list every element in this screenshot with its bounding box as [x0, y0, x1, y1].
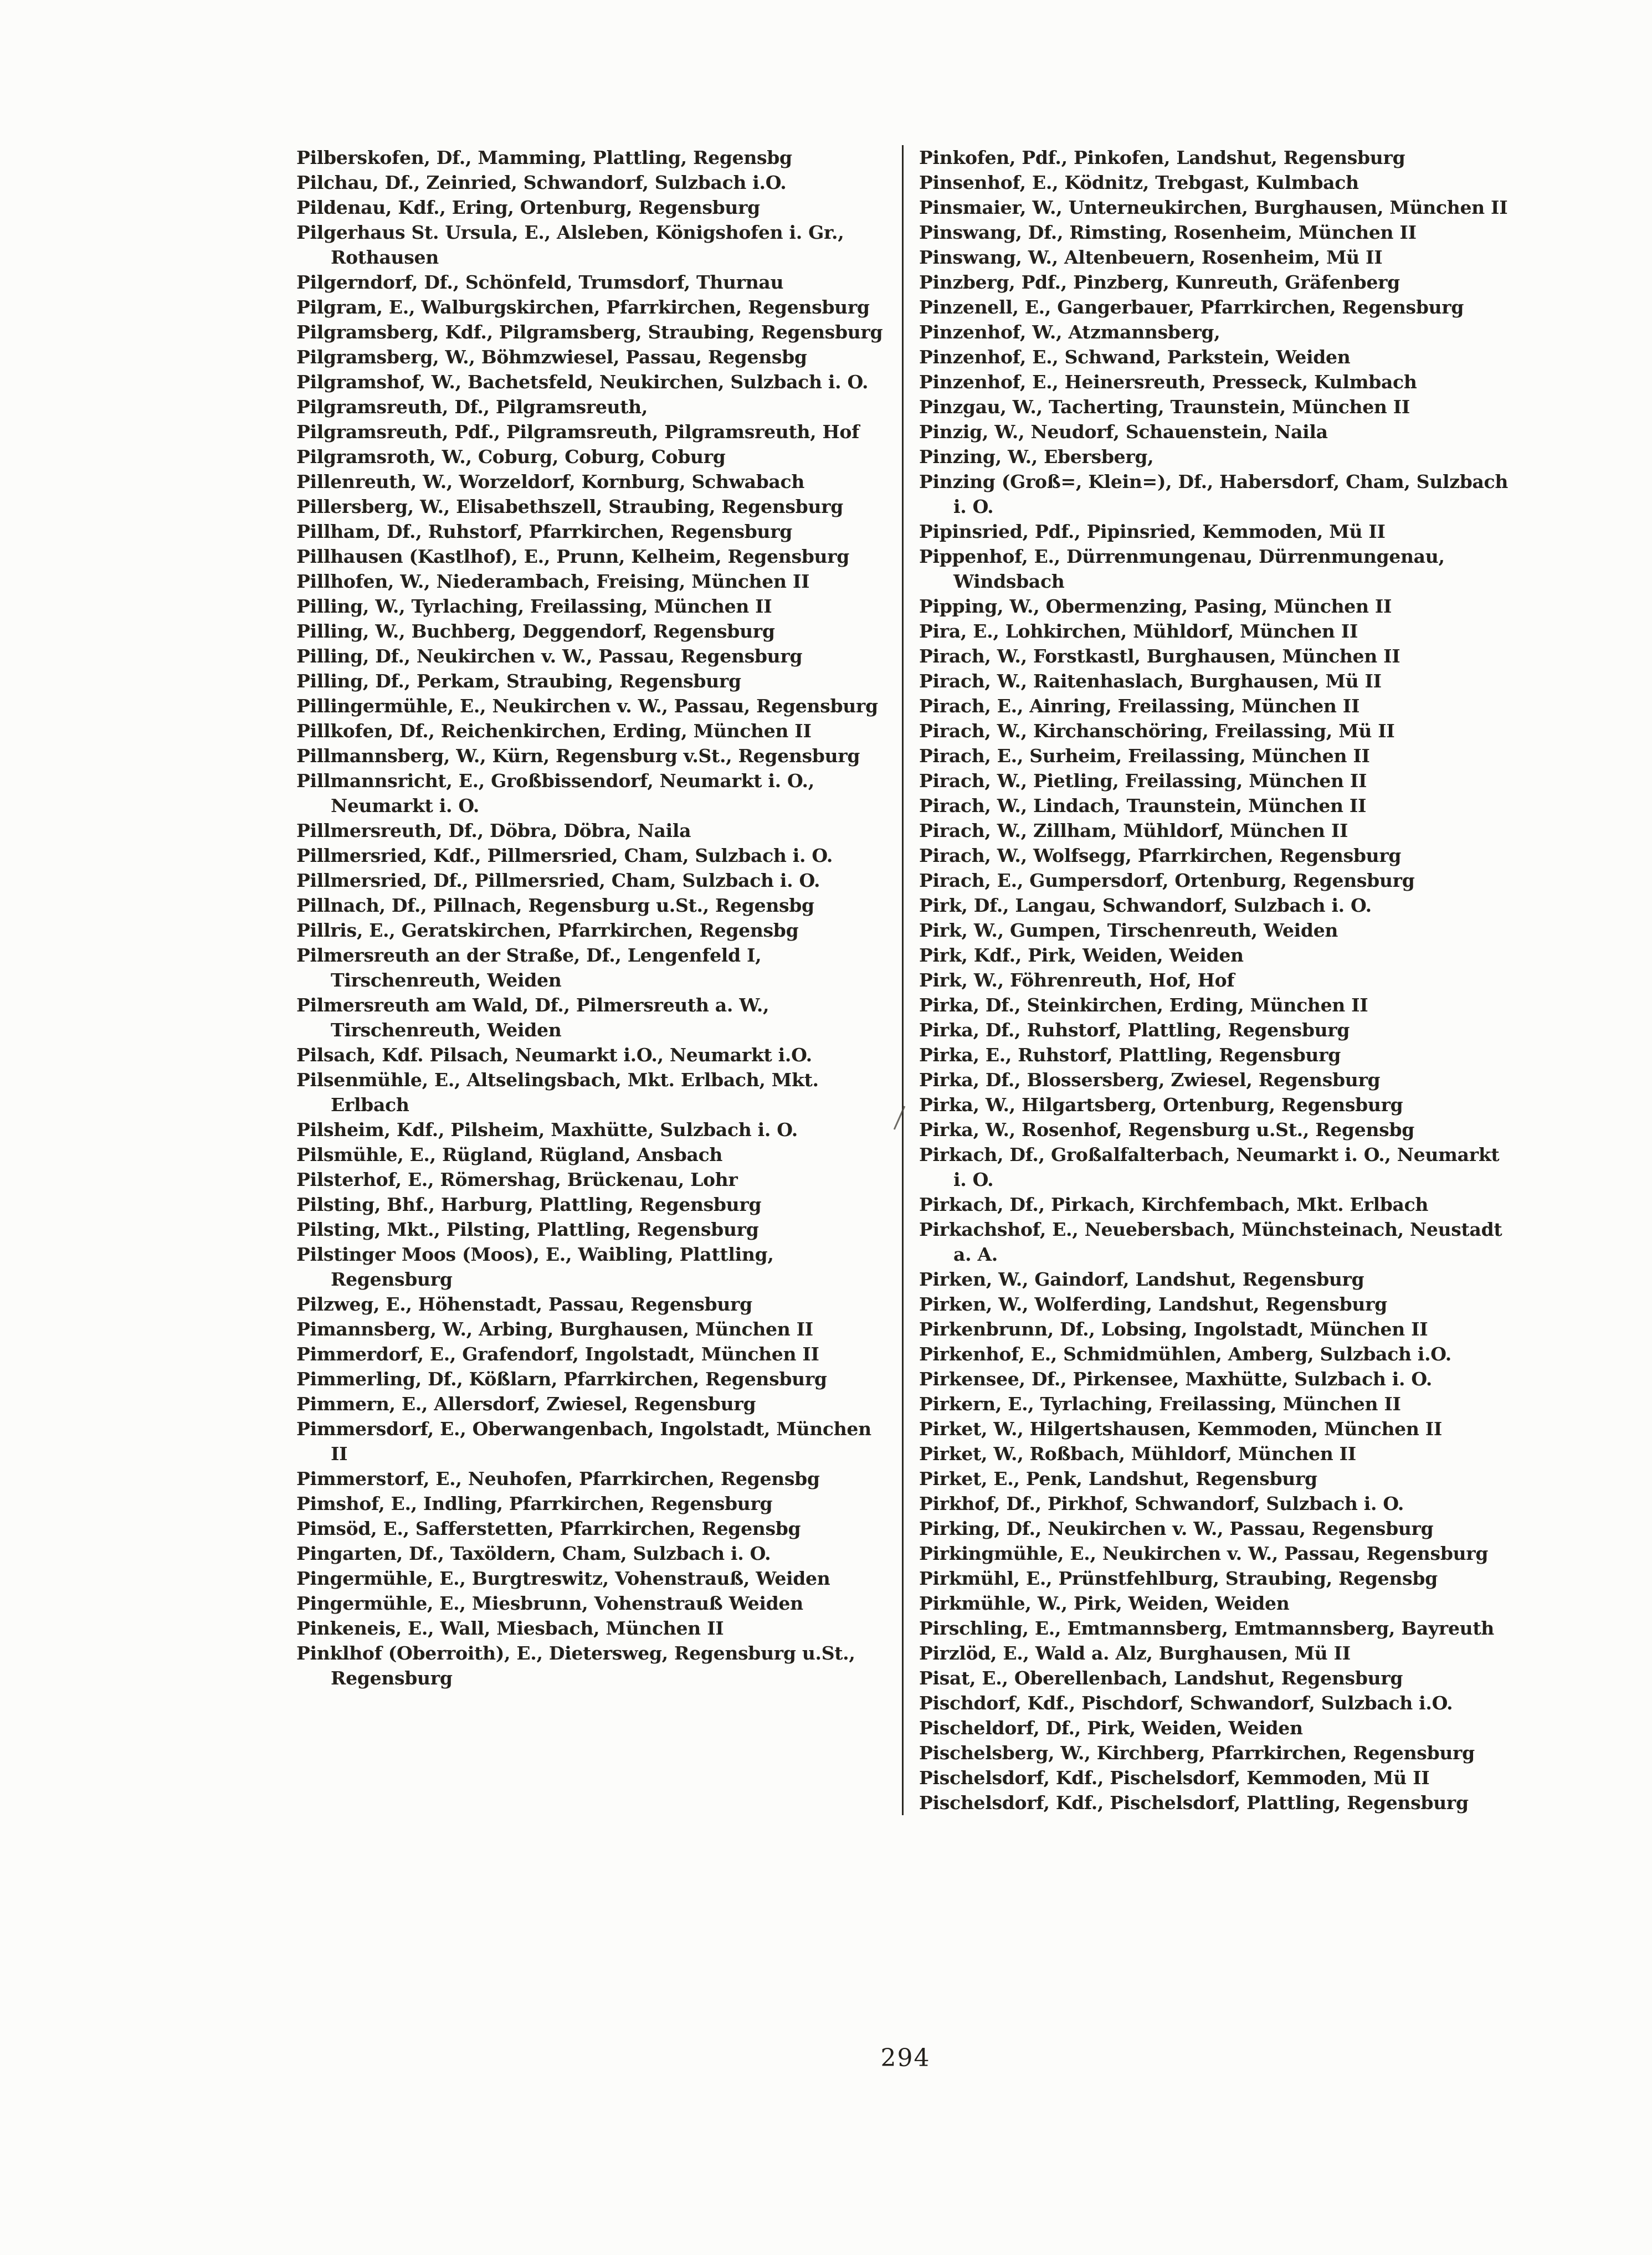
gazetteer-entry: Pillersberg, W., Elisabethszell, Straubing, Regensburg	[296, 496, 844, 517]
gazetteer-entry: Pilling, Df., Perkam, Straubing, Regensburg	[296, 670, 741, 692]
gazetteer-entry: Pinklhof (Oberroith), E., Dietersweg, Regensburg u.St., Regensburg	[296, 1642, 855, 1689]
gazetteer-entry: Pilsting, Bhf., Harburg, Plattling, Regensburg	[296, 1194, 762, 1215]
gazetteer-entry: Pillhofen, W., Niederambach, Freising, München II	[296, 571, 810, 592]
gazetteer-entry: Pilling, Df., Neukirchen v. W., Passau, Regensburg	[296, 645, 803, 667]
gazetteer-entry: Pilsheim, Kdf., Pilsheim, Maxhütte, Sulzbach i. O.	[296, 1119, 798, 1141]
gazetteer-entry: Pinzberg, Pdf., Pinzberg, Kunreuth, Gräfenberg	[919, 271, 1400, 293]
gazetteer-entry: Pirka, W., Hilgartsberg, Ortenburg, Regensburg	[919, 1094, 1403, 1116]
left-column	[296, 145, 892, 1815]
gazetteer-entry: Pinzgau, W., Tacherting, Traunstein, München II	[919, 396, 1410, 418]
gazetteer-entry: Pirkach, Df., Großalfalterbach, Neumarkt i. O., Neumarkt i. O.	[919, 1144, 1500, 1190]
gazetteer-entry: Pirkmühl, E., Prünstfehlburg, Straubing, Regensbg	[919, 1568, 1438, 1589]
gazetteer-entry: Pinzenhof, W., Atzmannsberg,	[919, 321, 1220, 343]
gazetteer-entry: Pillmannsricht, E., Großbissendorf, Neumarkt i. O., Neumarkt i. O.	[296, 770, 814, 816]
gazetteer-entry: Pimshof, E., Indling, Pfarrkirchen, Regensburg	[296, 1493, 773, 1514]
gazetteer-entry: Pimmerling, Df., Kößlarn, Pfarrkirchen, Regensburg	[296, 1368, 827, 1390]
gazetteer-entry: Pirken, W., Wolferding, Landshut, Regensburg	[919, 1293, 1387, 1315]
gazetteer-entry: Pingermühle, E., Miesbrunn, Vohenstrauß Weiden	[296, 1593, 803, 1614]
gazetteer-entry: Pirkmühle, W., Pirk, Weiden, Weiden	[919, 1593, 1290, 1614]
gazetteer-entry: Pinzig, W., Neudorf, Schauenstein, Naila	[919, 421, 1328, 443]
gazetteer-entry: Pillham, Df., Ruhstorf, Pfarrkirchen, Regensburg	[296, 521, 793, 542]
gazetteer-entry: Pischdorf, Kdf., Pischdorf, Schwandorf, Sulzbach i.O.	[919, 1692, 1453, 1714]
gazetteer-entry: Pirka, E., Ruhstorf, Plattling, Regensburg	[919, 1044, 1341, 1066]
gazetteer-entry: Pilgramsberg, W., Böhmzwiesel, Passau, Regensbg	[296, 346, 807, 368]
gazetteer-entry: Pillmannsberg, W., Kürn, Regensburg v.St., Regensburg	[296, 745, 860, 767]
gazetteer-entry: Pimmerstorf, E., Neuhofen, Pfarrkirchen, Regensbg	[296, 1468, 820, 1489]
gazetteer-entry: Pillhausen (Kastlhof), E., Prunn, Kelheim, Regensburg	[296, 546, 850, 567]
gazetteer-entry: Pirkensee, Df., Pirkensee, Maxhütte, Sulzbach i. O.	[919, 1368, 1433, 1390]
gazetteer-entry: Pilling, W., Tyrlaching, Freilassing, München II	[296, 595, 772, 617]
gazetteer-entry: Pilgramsreuth, Df., Pilgramsreuth,	[296, 396, 648, 418]
gazetteer-entry: Pilgram, E., Walburgskirchen, Pfarrkirchen, Regensburg	[296, 296, 870, 318]
gazetteer-entry: Pippenhof, E., Dürrenmungenau, Dürrenmungenau, Windsbach	[919, 546, 1445, 592]
right-column	[919, 145, 1515, 1815]
gazetteer-entry: Pilzweg, E., Höhenstadt, Passau, Regensburg	[296, 1293, 752, 1315]
gazetteer-entry: Pilling, W., Buchberg, Deggendorf, Regensburg	[296, 620, 775, 642]
gazetteer-entry: Pirach, E., Surheim, Freilassing, München II	[919, 745, 1370, 767]
gazetteer-entry: Pirach, W., Forstkastl, Burghausen, München II	[919, 645, 1400, 667]
gazetteer-entry: Pimmersdorf, E., Oberwangenbach, Ingolstadt, München II	[296, 1418, 871, 1465]
gazetteer-entry: Pillkofen, Df., Reichenkirchen, Erding, München II	[296, 720, 812, 742]
gazetteer-entry: Pinzenell, E., Gangerbauer, Pfarrkirchen, Regensburg	[919, 296, 1464, 318]
gazetteer-entry: Pinkofen, Pdf., Pinkofen, Landshut, Regensburg	[919, 147, 1405, 168]
gazetteer-entry: Pilstinger Moos (Moos), E., Waibling, Plattling, Regensburg	[296, 1244, 774, 1290]
gazetteer-entry: Pilberskofen, Df., Mamming, Plattling, Regensbg	[296, 147, 792, 168]
gazetteer-entry: Pirkachshof, E., Neuebersbach, Münchsteinach, Neustadt a. A.	[919, 1219, 1502, 1265]
gazetteer-entry: Pilgramsroth, W., Coburg, Coburg, Coburg	[296, 446, 726, 468]
gazetteer-entry: Pischeldorf, Df., Pirk, Weiden, Weiden	[919, 1717, 1303, 1739]
gazetteer-entry: Pillris, E., Geratskirchen, Pfarrkirchen, Regensbg	[296, 920, 799, 941]
column-divider	[902, 145, 904, 1815]
gazetteer-entry: Pirach, W., Kirchanschöring, Freilassing, Mü II	[919, 720, 1395, 742]
gazetteer-entry: Pischelsberg, W., Kirchberg, Pfarrkirchen, Regensburg	[919, 1742, 1475, 1764]
gazetteer-entry: Pillmersried, Df., Pillmersried, Cham, Sulzbach i. O.	[296, 870, 820, 891]
gazetteer-entry: Pinzing, W., Ebersberg,	[919, 446, 1154, 468]
gazetteer-entry: Pirket, W., Roßbach, Mühldorf, München II	[919, 1443, 1356, 1465]
gazetteer-entry: Pischelsdorf, Kdf., Pischelsdorf, Kemmoden, Mü II	[919, 1767, 1430, 1789]
gazetteer-entry: Pirkern, E., Tyrlaching, Freilassing, München II	[919, 1393, 1401, 1415]
gazetteer-entry: Pilgerhaus St. Ursula, E., Alsleben, Königshofen i. Gr., Rothausen	[296, 222, 844, 268]
gazetteer-entry: Pirkenhof, E., Schmidmühlen, Amberg, Sulzbach i.O.	[919, 1343, 1451, 1365]
gazetteer-entry: Pirach, W., Raitenhaslach, Burghausen, Mü II	[919, 670, 1382, 692]
gazetteer-entry: Pillmersried, Kdf., Pillmersried, Cham, Sulzbach i. O.	[296, 845, 833, 866]
gazetteer-entry: Pinsmaier, W., Unterneukirchen, Burghausen, München II	[919, 197, 1508, 218]
gazetteer-entry: Pinzing (Groß=, Klein=), Df., Habersdorf, Cham, Sulzbach i. O.	[919, 471, 1509, 517]
gazetteer-entry: Pillmersreuth, Df., Döbra, Döbra, Naila	[296, 820, 691, 841]
gazetteer-entry: Pinsenhof, E., Ködnitz, Trebgast, Kulmbach	[919, 172, 1359, 193]
gazetteer-content	[296, 145, 1532, 1815]
gazetteer-entry: Pilgramsreuth, Pdf., Pilgramsreuth, Pilgramsreuth, Hof	[296, 421, 860, 443]
gazetteer-entry: Pirach, E., Ainring, Freilassing, München II	[919, 695, 1360, 717]
gazetteer-entry: Pirka, Df., Blossersberg, Zwiesel, Regensburg	[919, 1069, 1381, 1091]
gazetteer-entry: Pinswang, W., Altenbeuern, Rosenheim, Mü II	[919, 246, 1383, 268]
gazetteer-entry: Pira, E., Lohkirchen, Mühldorf, München II	[919, 620, 1358, 642]
gazetteer-entry: Pischelsdorf, Kdf., Pischelsdorf, Plattling, Regensburg	[919, 1792, 1469, 1814]
gazetteer-entry: Pirk, Df., Langau, Schwandorf, Sulzbach i. O.	[919, 895, 1372, 916]
gazetteer-entry: Pimannsberg, W., Arbing, Burghausen, München II	[296, 1318, 813, 1340]
gazetteer-entry: Pirk, W., Föhrenreuth, Hof, Hof	[919, 969, 1235, 991]
gazetteer-entry: Pimmerdorf, E., Grafendorf, Ingolstadt, München II	[296, 1343, 819, 1365]
gazetteer-entry: Pilgramshof, W., Bachetsfeld, Neukirchen, Sulzbach i. O.	[296, 371, 869, 393]
gazetteer-entry: Pinzenhof, E., Heinersreuth, Presseck, Kulmbach	[919, 371, 1417, 393]
gazetteer-entry: Pirka, Df., Steinkirchen, Erding, München II	[919, 994, 1368, 1016]
gazetteer-entry: Pirken, W., Gaindorf, Landshut, Regensburg	[919, 1268, 1364, 1290]
gazetteer-entry: Pilgramsberg, Kdf., Pilgramsberg, Straubing, Regensburg	[296, 321, 883, 343]
gazetteer-entry: Pirk, W., Gumpen, Tirschenreuth, Weiden	[919, 920, 1338, 941]
gazetteer-entry: Pinswang, Df., Rimsting, Rosenheim, München II	[919, 222, 1417, 243]
gazetteer-entry: Pirka, W., Rosenhof, Regensburg u.St., Regensbg	[919, 1119, 1415, 1141]
gazetteer-entry: Pilsach, Kdf. Pilsach, Neumarkt i.O., Neumarkt i.O.	[296, 1044, 812, 1066]
gazetteer-entry: Pirking, Df., Neukirchen v. W., Passau, Regensburg	[919, 1518, 1434, 1539]
gazetteer-entry: Pingermühle, E., Burgtreswitz, Vohenstrauß, Weiden	[296, 1568, 830, 1589]
gazetteer-entry: Pirkingmühle, E., Neukirchen v. W., Passau, Regensburg	[919, 1543, 1489, 1564]
gazetteer-entry: Pilsterhof, E., Römershag, Brückenau, Lohr	[296, 1169, 738, 1190]
gazetteer-entry: Pillingermühle, E., Neukirchen v. W., Passau, Regensburg	[296, 695, 878, 717]
gazetteer-entry: Pinkeneis, E., Wall, Miesbach, München II	[296, 1617, 724, 1639]
gazetteer-entry: Pirket, E., Penk, Landshut, Regensburg	[919, 1468, 1317, 1489]
gazetteer-entry: Pilmersreuth an der Straße, Df., Lengenfeld I, Tirschenreuth, Weiden	[296, 944, 762, 991]
gazetteer-entry: Pirach, W., Wolfsegg, Pfarrkirchen, Regensburg	[919, 845, 1402, 866]
gazetteer-entry: Pilgerndorf, Df., Schönfeld, Trumsdorf, Thurnau	[296, 271, 784, 293]
gazetteer-entry: Pirk, Kdf., Pirk, Weiden, Weiden	[919, 944, 1244, 966]
gazetteer-entry: Pipinsried, Pdf., Pipinsried, Kemmoden, Mü II	[919, 521, 1386, 542]
gazetteer-entry: Pilsting, Mkt., Pilsting, Plattling, Regensburg	[296, 1219, 759, 1240]
gazetteer-entry: Pilsenmühle, E., Altselingsbach, Mkt. Erlbach, Mkt. Erlbach	[296, 1069, 819, 1116]
gazetteer-entry: Pilsmühle, E., Rügland, Rügland, Ansbach	[296, 1144, 723, 1165]
gazetteer-entry: Pingarten, Df., Taxöldern, Cham, Sulzbach i. O.	[296, 1543, 771, 1564]
page-number: 294	[880, 2044, 931, 2072]
gazetteer-entry: Pirach, W., Zillham, Mühldorf, München II	[919, 820, 1348, 841]
gazetteer-entry: Pirach, E., Gumpersdorf, Ortenburg, Regensburg	[919, 870, 1415, 891]
gazetteer-entry: Pilmersreuth am Wald, Df., Pilmersreuth a. W., Tirschenreuth, Weiden	[296, 994, 769, 1041]
gazetteer-entry: Pirzlöd, E., Wald a. Alz, Burghausen, Mü II	[919, 1642, 1351, 1664]
gazetteer-entry: Pirschling, E., Emtmannsberg, Emtmannsberg, Bayreuth	[919, 1617, 1494, 1639]
gazetteer-entry: Pimsöd, E., Safferstetten, Pfarrkirchen, Regensbg	[296, 1518, 801, 1539]
gazetteer-entry: Pirach, W., Lindach, Traunstein, München II	[919, 795, 1367, 816]
gazetteer-entry: Pirkenbrunn, Df., Lobsing, Ingolstadt, München II	[919, 1318, 1428, 1340]
gazetteer-entry: Pildenau, Kdf., Ering, Ortenburg, Regensburg	[296, 197, 760, 218]
gazetteer-entry: Pillnach, Df., Pillnach, Regensburg u.St., Regensbg	[296, 895, 814, 916]
gazetteer-entry: Pimmern, E., Allersdorf, Zwiesel, Regensburg	[296, 1393, 756, 1415]
gazetteer-entry: Pirkach, Df., Pirkach, Kirchfembach, Mkt. Erlbach	[919, 1194, 1429, 1215]
gazetteer-entry: Pirket, W., Hilgertshausen, Kemmoden, München II	[919, 1418, 1443, 1440]
gazetteer-entry: Pirkhof, Df., Pirkhof, Schwandorf, Sulzbach i. O.	[919, 1493, 1404, 1514]
gazetteer-entry: Pirach, W., Pietling, Freilassing, München II	[919, 770, 1367, 792]
gazetteer-entry: Pipping, W., Obermenzing, Pasing, München II	[919, 595, 1392, 617]
gazetteer-entry: Pinzenhof, E., Schwand, Parkstein, Weiden	[919, 346, 1351, 368]
gazetteer-entry: Pillenreuth, W., Worzeldorf, Kornburg, Schwabach	[296, 471, 805, 492]
gazetteer-entry: Pirka, Df., Ruhstorf, Plattling, Regensburg	[919, 1019, 1350, 1041]
gazetteer-entry: Pisat, E., Oberellenbach, Landshut, Regensburg	[919, 1667, 1403, 1689]
gazetteer-entry: Pilchau, Df., Zeinried, Schwandorf, Sulzbach i.O.	[296, 172, 787, 193]
